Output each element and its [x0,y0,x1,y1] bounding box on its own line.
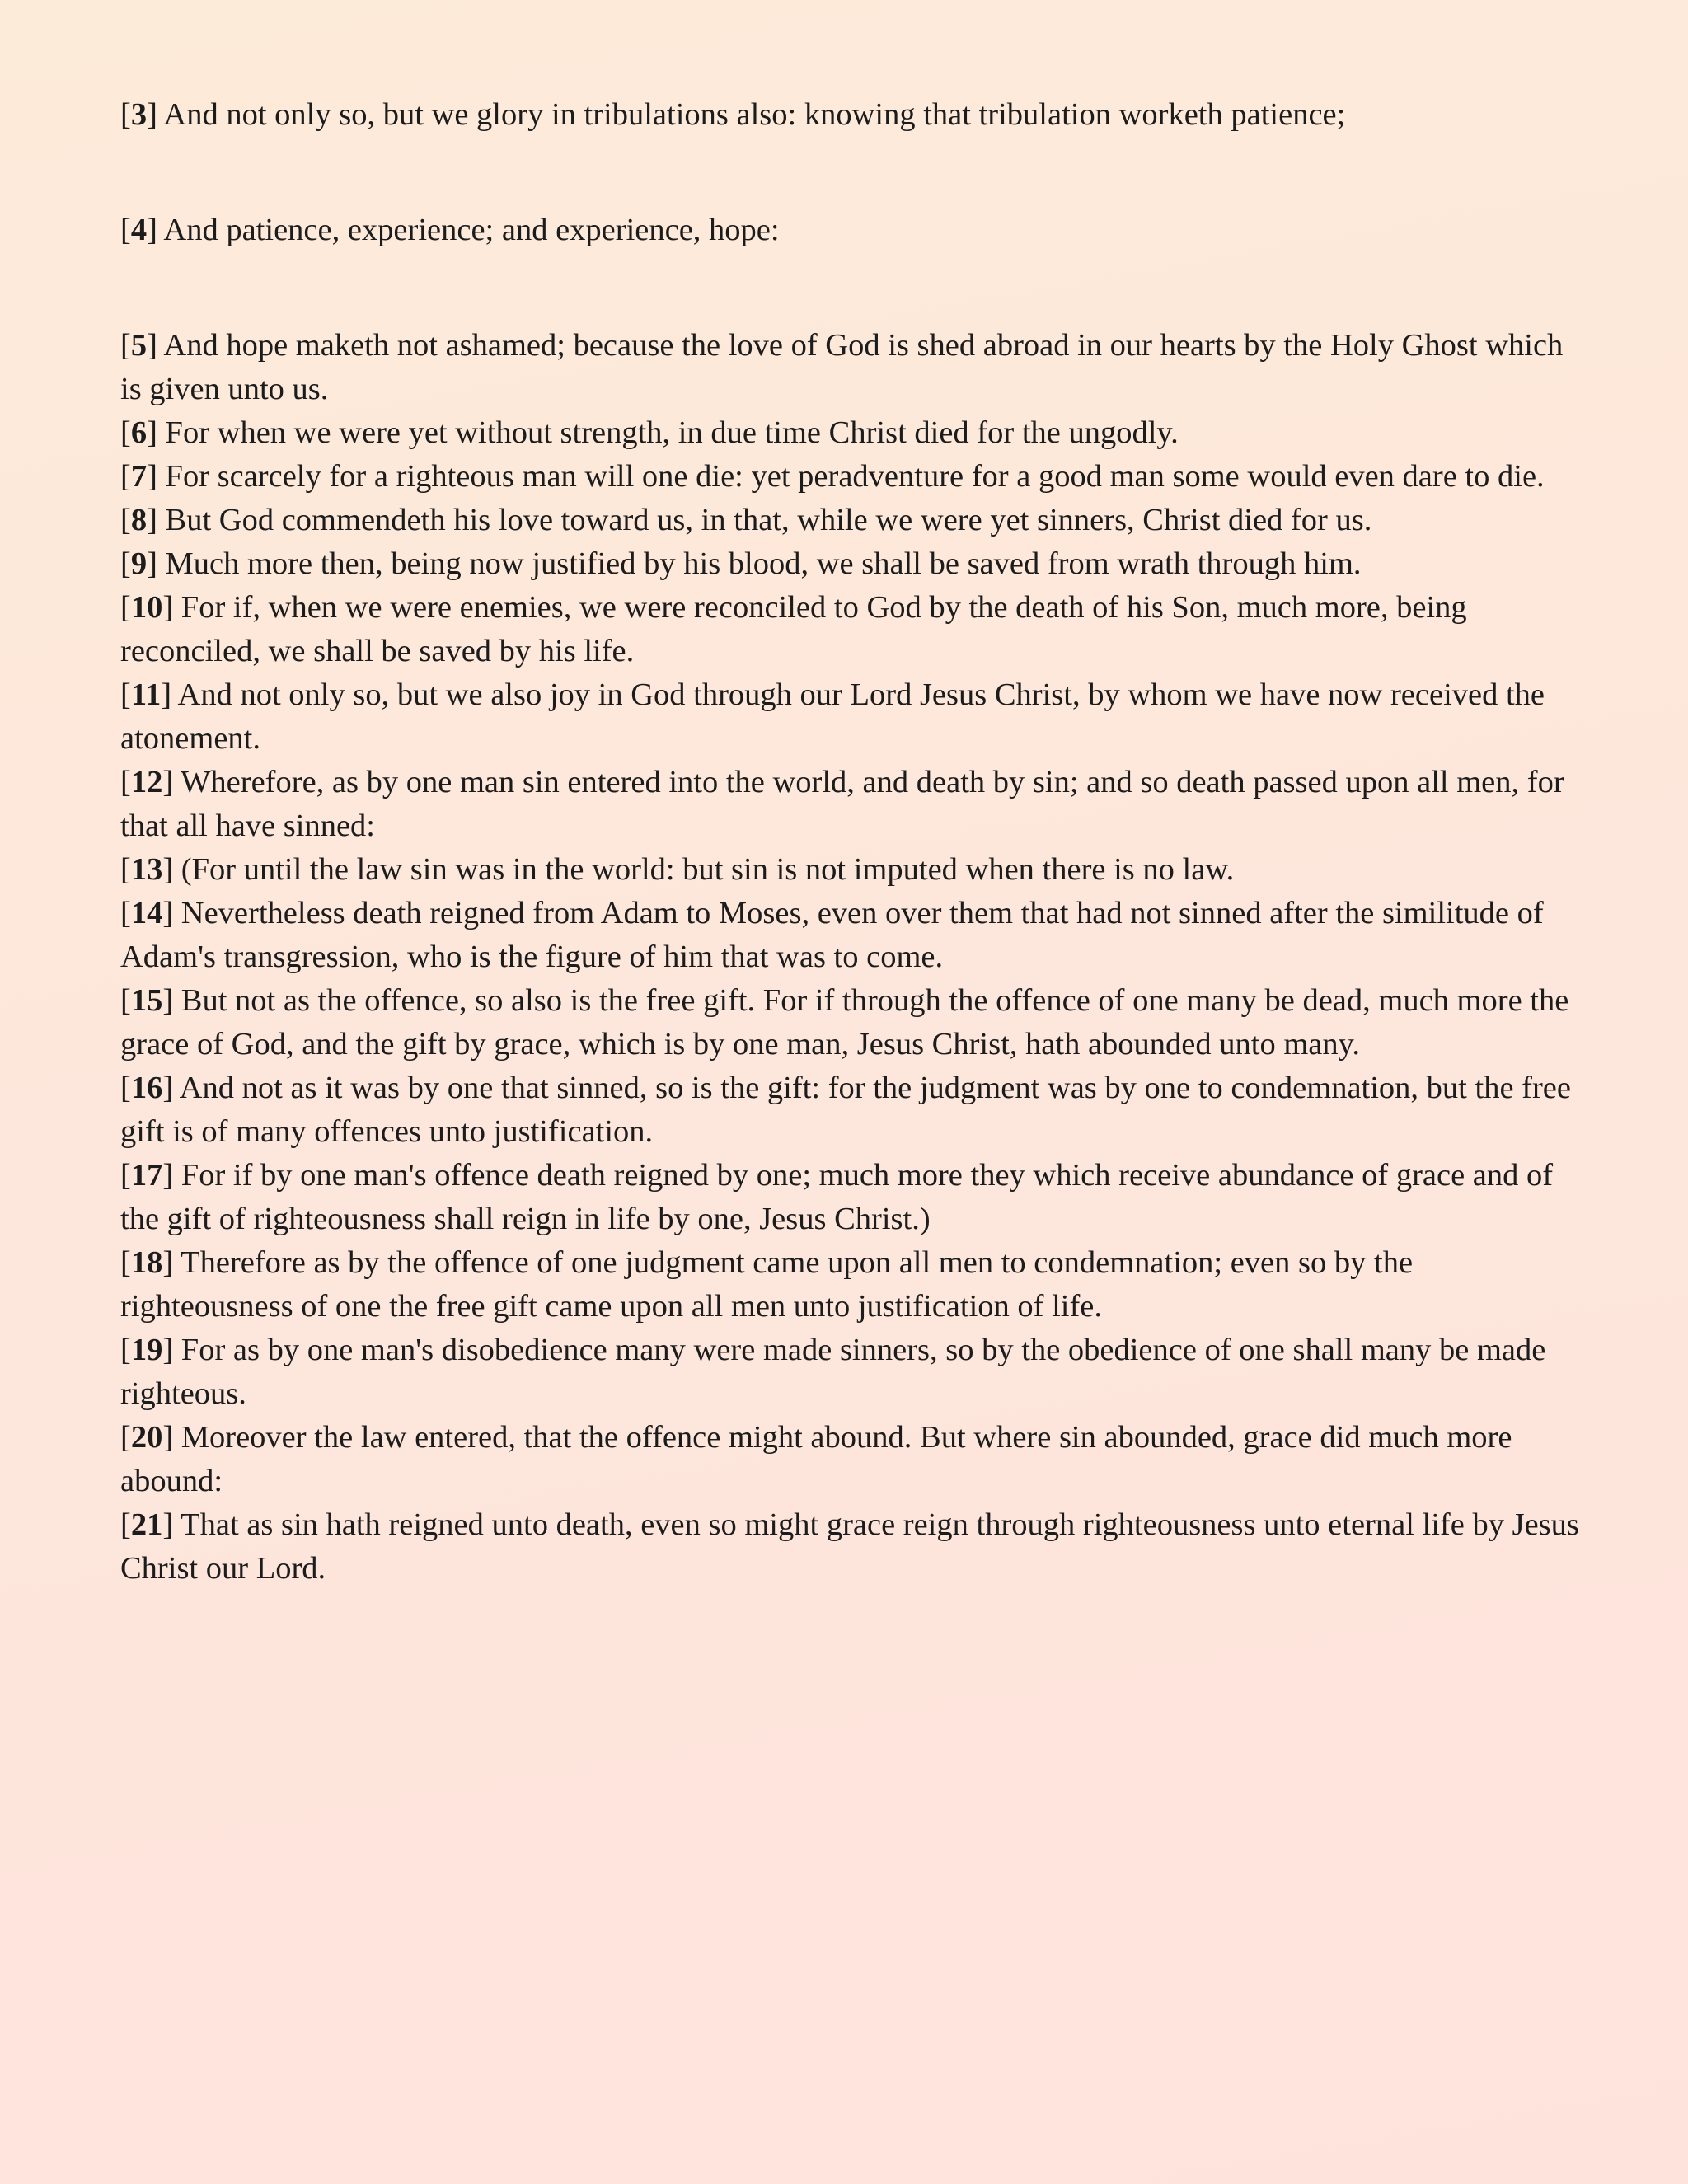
verse-number: 10 [130,590,163,625]
verse-text: That as sin hath reigned unto death, even so might grace reign through righteousness unto eternal life by Jesus Christ our Lord. [120,1507,1579,1586]
verse-text: Therefore as by the offence of one judgment came upon all men to condemnation; even so by the righteousness of one the free gift came upon all men unto justification of life. [120,1245,1414,1324]
verse-text: For as by one man's disobedience many were made sinners, so by the obedience of one shall many be made righteous. [120,1333,1546,1411]
verse-text: For when we were yet without strength, in due time Christ died for the ungodly. [165,415,1179,450]
verse-number: 20 [130,1420,163,1455]
verse-text: And hope maketh not ashamed; because the love of God is shed abroad in our hearts by the Holy Ghost which is given unto us. [120,328,1564,406]
verse-text: But not as the offence, so also is the free gift. For if through the offence of one many be dead, much more the grace of God, and the gift by grace, which is by one man, Jesus Christ, hath abounded unto many. [120,983,1569,1062]
verse-9: [9] Much more then, being now justified by his blood, we shall be saved from wrath through him. [120,546,1362,581]
verse-number: 18 [130,1245,163,1280]
verse-number: 7 [130,459,148,494]
verse-text: For scarcely for a righteous man will one die: yet peradventure for a good man some would even dare to die. [165,459,1545,494]
verse-21: [21] That as sin hath reigned unto death, even so might grace reign through righteousness unto eternal life by Jesus Christ our Lord. [120,1507,1579,1586]
verse-number: 11 [130,677,162,712]
verse-text: For if by one man's offence death reigned by one; much more they which receive abundance of grace and of the gift of righteousness shall reign in life by one, Jesus Christ.) [120,1158,1554,1236]
verse-number: 4 [130,213,148,247]
verse-5: [5] And hope maketh not ashamed; because the love of God is shed abroad in our hearts by the Holy Ghost which is given unto us. [120,328,1564,406]
verse-4: [4] And patience, experience; and experience, hope: [120,213,780,247]
verse-7: [7] For scarcely for a righteous man will one die: yet peradventure for a good man some would even dare to die. [120,459,1545,494]
verse-text: For if, when we were enemies, we were reconciled to God by the death of his Son, much more, being reconciled, we shall be saved by his life. [120,590,1467,668]
verse-number: 19 [130,1333,163,1367]
verse-8: [8] But God commendeth his love toward us, in that, while we were yet sinners, Christ died for us. [120,503,1372,537]
verse-number: 8 [130,503,148,537]
verse-10: [10] For if, when we were enemies, we were reconciled to God by the death of his Son, much more, being reconciled, we shall be saved by his life. [120,590,1467,668]
verse-number: 3 [130,97,148,132]
verse-text: And patience, experience; and experience, hope: [163,213,780,247]
verse-text: (For until the law sin was in the world: but sin is not imputed when there is no law. [181,852,1235,887]
verse-number: 9 [130,546,148,581]
verse-number: 14 [130,896,163,930]
verse-text: Wherefore, as by one man sin entered into the world, and death by sin; and so death passed upon all men, for that all have sinned: [120,765,1564,843]
verse-number: 13 [130,852,163,887]
verse-text: Moreover the law entered, that the offence might abound. But where sin abounded, grace did much more abound: [120,1420,1512,1498]
verse-20: [20] Moreover the law entered, that the offence might abound. But where sin abounded, grace did much more abound: [120,1420,1512,1498]
verse-12: [12] Wherefore, as by one man sin entered into the world, and death by sin; and so death passed upon all men, for that all have sinned: [120,765,1564,843]
verse-text: But God commendeth his love toward us, in that, while we were yet sinners, Christ died for us. [165,503,1372,537]
verse-14: [14] Nevertheless death reigned from Adam to Moses, even over them that had not sinned after the similitude of Adam's transgression, who is the figure of him that was to come. [120,896,1544,974]
verse-16: [16] And not as it was by one that sinned, so is the gift: for the judgment was by one to condemnation, but the free gift is of many offences unto justification. [120,1071,1571,1149]
verse-17: [17] For if by one man's offence death reigned by one; much more they which receive abundance of grace and of the gift of righteousness shall reign in life by one, Jesus Christ.) [120,1158,1554,1236]
verse-text: Much more then, being now justified by his blood, we shall be saved from wrath through him. [165,546,1362,581]
verse-3: [3] And not only so, but we glory in tribulations also: knowing that tribulation worketh patience; [120,97,1346,132]
verse-15: [15] But not as the offence, so also is the free gift. For if through the offence of one many be dead, much more the grace of God, and the gift by grace, which is by one man, Jesus Christ, hath abounded unto many. [120,983,1569,1062]
verse-number: 15 [130,983,163,1018]
verse-number: 5 [130,328,148,363]
verse-number: 6 [130,415,148,450]
verse-number: 17 [130,1158,163,1193]
verse-number: 12 [130,765,163,799]
verse-number: 16 [130,1071,163,1105]
verse-text: Nevertheless death reigned from Adam to Moses, even over them that had not sinned after the similitude of Adam's transgression, who is the figure of him that was to come. [120,896,1544,974]
verse-number: 21 [130,1507,163,1542]
verse-18: [18] Therefore as by the offence of one judgment came upon all men to condemnation; even so by the righteousness of one the free gift came upon all men unto justification of life. [120,1245,1414,1324]
verse-6: [6] For when we were yet without strength, in due time Christ died for the ungodly. [120,415,1179,450]
verse-text: And not only so, but we glory in tribulations also: knowing that tribulation worketh patience; [163,97,1346,132]
verse-13: [13] (For until the law sin was in the world: but sin is not imputed when there is no law. [120,852,1235,887]
verse-19: [19] For as by one man's disobedience many were made sinners, so by the obedience of one shall many be made righteous. [120,1333,1546,1411]
verse-11: [11] And not only so, but we also joy in God through our Lord Jesus Christ, by whom we have now received the atonement. [120,677,1545,756]
verse-text: And not only so, but we also joy in God through our Lord Jesus Christ, by whom we have now received the atonement. [120,677,1545,756]
verse-text: And not as it was by one that sinned, so is the gift: for the judgment was by one to condemnation, but the free gift is of many offences unto justification. [120,1071,1571,1149]
